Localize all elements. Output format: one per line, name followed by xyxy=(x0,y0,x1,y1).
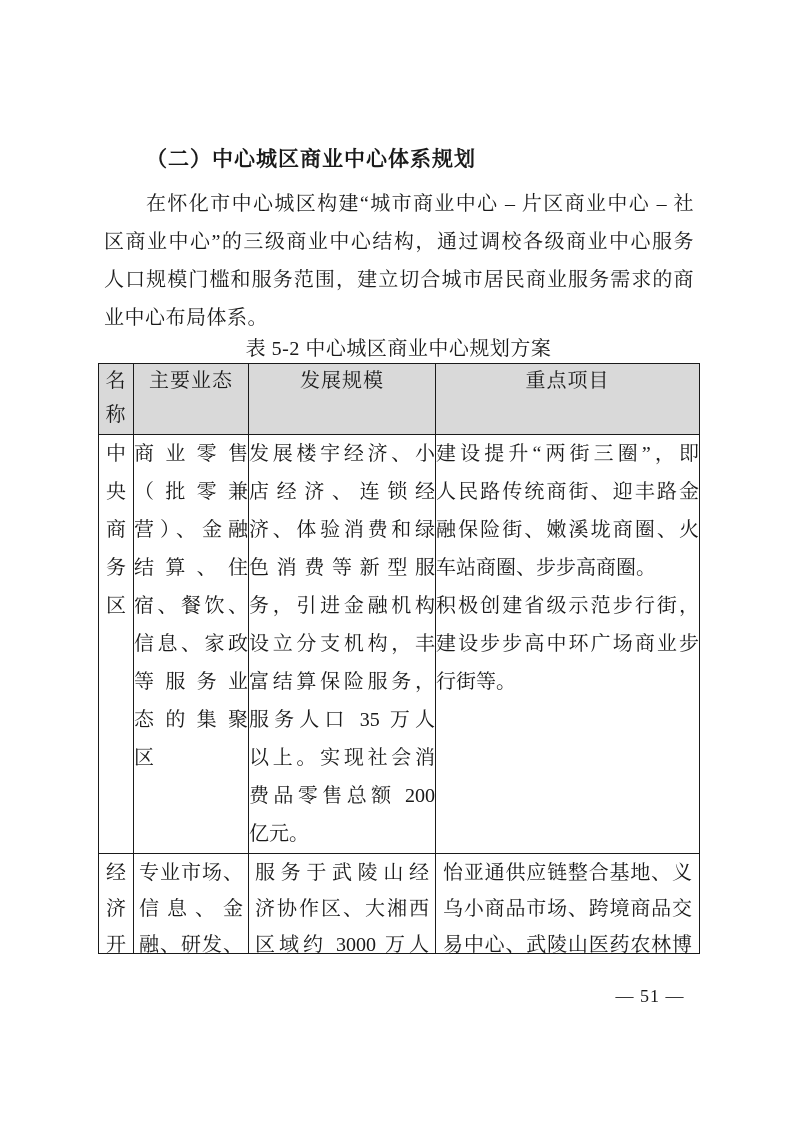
table-row-economic-zone xyxy=(99,854,700,954)
cell-content-clip: 专业市场、 信息、金 融、研发、 xyxy=(139,862,243,953)
table-caption: 表 5-2 中心城区商业中心规划方案 xyxy=(245,338,552,360)
header-cell-name: 名 称 xyxy=(99,364,134,435)
cell-name xyxy=(99,854,134,954)
header-cell-projects: 重点项目 xyxy=(436,364,700,435)
section-heading: （二）中心城区商业中心体系规划 xyxy=(146,147,476,171)
cell-business: 商业零售 （批零兼 营）、金融 结算、住 宿、餐饮、 信息、家政 等服务业 态的集聚 区 xyxy=(134,435,249,854)
cell-content-clip: 服务于武陵山经 济协作区、大湘西 区域约 3000 万人 xyxy=(255,862,429,953)
cell-scale xyxy=(249,854,436,954)
page-number: — 51 — xyxy=(615,986,685,1006)
table-row-central-business-district xyxy=(99,435,700,854)
cell-projects: 建设提升“两街三圈”，即 人民路传统商街、迎丰路金 融保险街、嫩溪垅商圈、火 车站商圈、步步高商圈。 积极创建省级示范步行街， 建设步步高中环广场商业步 行街等。 xyxy=(436,435,700,854)
header-cell-business: 主要业态 xyxy=(134,364,249,435)
header-cell-scale: 发展规模 xyxy=(249,364,436,435)
cell-scale: 发展楼宇经济、小 店经济、连锁经 济、体验消费和绿 色消费等新型服 务，引进金融机构 设立分支机构，丰 富结算保险服务， 服务人口 35 万人 以上。实现社会消 费品零售总额 200 亿元。 xyxy=(249,435,436,854)
cell-business xyxy=(134,854,249,954)
cell-name: 中 央 商 务 区 xyxy=(99,435,134,854)
body-paragraph: 在怀化市中心城区构建“城市商业中心 – 片区商业中心 – 社 区商业中心”的三级商业中心结构，通过调校各级商业中心服务 人口规模门槛和服务范围，建立切合城市居民商业服务需求的商 业中心布局体系。 xyxy=(104,193,694,329)
cell-projects xyxy=(436,854,700,954)
planning-table xyxy=(98,363,700,954)
cell-content-clip: 经 济 开 xyxy=(106,862,126,953)
table-header-row xyxy=(99,364,700,435)
cell-content-clip: 怡亚通供应链整合基地、义 乌小商品市场、跨境商品交 易中心、武陵山医药农林博 xyxy=(443,862,692,953)
